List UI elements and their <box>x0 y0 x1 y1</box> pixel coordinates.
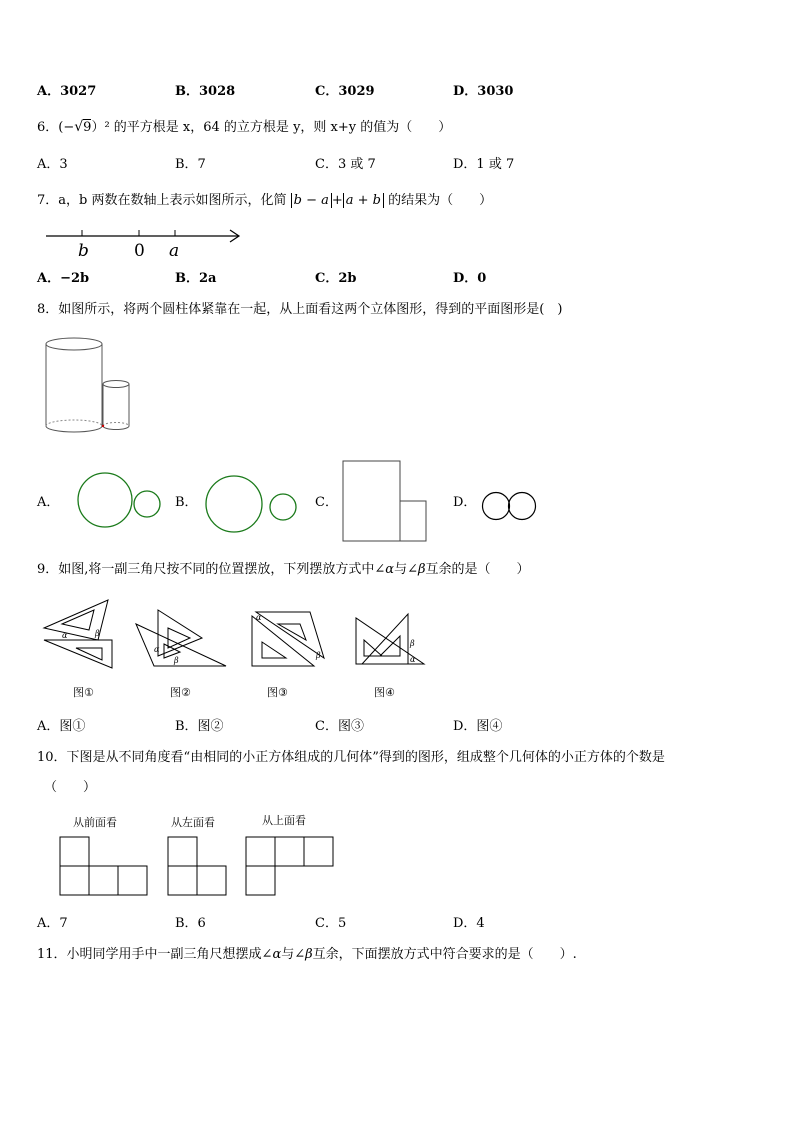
figure-label-3: 图③ <box>267 686 288 699</box>
q5-option-b: B．3028 <box>175 84 236 99</box>
q10-question: 10．下图是从不同角度看“由相同的小正方体组成的几何体”得到的图形，组成整个几何体的小正方体的个数是 <box>37 750 665 765</box>
q7-plus: + <box>331 193 343 208</box>
q6-question <box>37 119 451 136</box>
number-line-figure <box>44 224 244 260</box>
q6-open-paren: (− <box>58 120 75 135</box>
cylinders-figure <box>44 336 139 436</box>
q7-option-d: D．0 <box>453 271 487 286</box>
alpha-label: α <box>410 655 416 664</box>
q9-figure-3 <box>250 610 330 668</box>
q8-option-b-letter: B． <box>175 495 198 510</box>
q9-text-before: 9．如图,将一副三角尺按不同的位置摆放，下列摆放方式中 <box>37 562 375 577</box>
top-view-grid <box>245 836 335 896</box>
q7-question <box>37 193 492 209</box>
q7-text-after: 的结果为（ ） <box>388 193 493 208</box>
q10-option-d: D．4 <box>453 916 485 931</box>
q8-option-d-letter: D． <box>453 495 477 510</box>
q8-option-c-letter: C． <box>315 495 338 510</box>
q11-text-after: 互余，下面摆放方式中符合要求的是（ ）. <box>312 947 577 962</box>
q9-option-c: C．图③ <box>315 719 364 734</box>
q7-abs1: b − a <box>291 193 332 208</box>
beta-label: β <box>316 651 321 660</box>
q9-figure-2 <box>134 608 230 668</box>
q8-option-a-letter: A． <box>37 495 60 510</box>
view-label-front: 从前面看 <box>73 816 117 829</box>
figure-label-2: 图② <box>170 686 191 699</box>
q9-figure-1 <box>40 598 115 670</box>
q6-option-d: D．1 或 7 <box>453 157 515 172</box>
axis-label-0: 0 <box>134 241 145 261</box>
front-view-grid <box>59 836 149 896</box>
q9-question <box>37 562 530 578</box>
q7-abs2: a + b <box>343 193 384 208</box>
sqrt-symbol: √ <box>74 119 84 135</box>
q6-number: 6． <box>37 120 59 135</box>
alpha-label: α <box>256 613 262 622</box>
q9-option-a: A．图① <box>37 719 86 734</box>
q11-mid: 与 <box>281 947 295 962</box>
axis-label-b: b <box>78 241 89 261</box>
q6-option-b: B．7 <box>175 157 206 172</box>
q8-option-b-figure <box>204 475 299 533</box>
q9-text-after: 互余的是（ ） <box>425 562 530 577</box>
q8-option-c-figure <box>342 460 430 544</box>
q9-mid: 与 <box>394 562 408 577</box>
q10-option-a: A．7 <box>37 916 68 931</box>
axis-label-a: a <box>169 241 180 261</box>
q8-option-a-figure <box>76 472 166 530</box>
q11-question <box>37 947 577 963</box>
q9-option-d: D．图④ <box>453 719 503 734</box>
beta-label: β <box>95 629 100 638</box>
q7-option-a: A．−2b <box>37 271 90 286</box>
view-label-left: 从左面看 <box>171 816 215 829</box>
view-label-top: 从上面看 <box>262 814 306 827</box>
q8-option-d-figure <box>481 490 541 522</box>
q10-option-b: B．6 <box>175 916 206 931</box>
figure-label-1: 图① <box>73 686 94 699</box>
q9-option-b: B．图② <box>175 719 224 734</box>
alpha-label: α <box>154 645 160 654</box>
q5-option-c: C．3029 <box>315 84 375 99</box>
q7-text-before: 7．a，b 两数在数轴上表示如图所示，化简 <box>37 193 287 208</box>
alpha-label: α <box>62 631 68 640</box>
q9-angle-beta: ∠β <box>407 562 426 577</box>
q5-option-a: A．3027 <box>37 84 97 99</box>
beta-label: β <box>410 639 415 648</box>
q5-option-d: D．3030 <box>453 84 514 99</box>
q11-angle-beta: ∠β <box>294 947 313 962</box>
q11-angle-alpha: ∠α <box>261 947 282 962</box>
left-view-grid <box>167 836 229 896</box>
q6-radicand: 9 <box>83 120 92 135</box>
q6-option-a: A．3 <box>37 157 68 172</box>
q10-option-c: C．5 <box>315 916 347 931</box>
figure-label-4: 图④ <box>374 686 395 699</box>
q7-option-c: C．2b <box>315 271 357 286</box>
q9-figure-4 <box>352 610 428 668</box>
q6-question-text: ）² 的平方根是 x，64 的立方根是 y，则 x+y 的值为（ ） <box>91 120 452 135</box>
q10-question-line2: （ ） <box>44 780 97 795</box>
q7-option-b: B．2a <box>175 271 217 286</box>
q11-text-before: 11．小明同学用手中一副三角尺想摆成 <box>37 947 262 962</box>
beta-label: β <box>174 656 179 665</box>
q9-angle-alpha: ∠α <box>374 562 395 577</box>
q6-option-c: C．3 或 7 <box>315 157 376 172</box>
q8-question: 8．如图所示，将两个圆柱体紧靠在一起，从上面看这两个立体图形，得到的平面图形是( ) <box>37 302 563 317</box>
